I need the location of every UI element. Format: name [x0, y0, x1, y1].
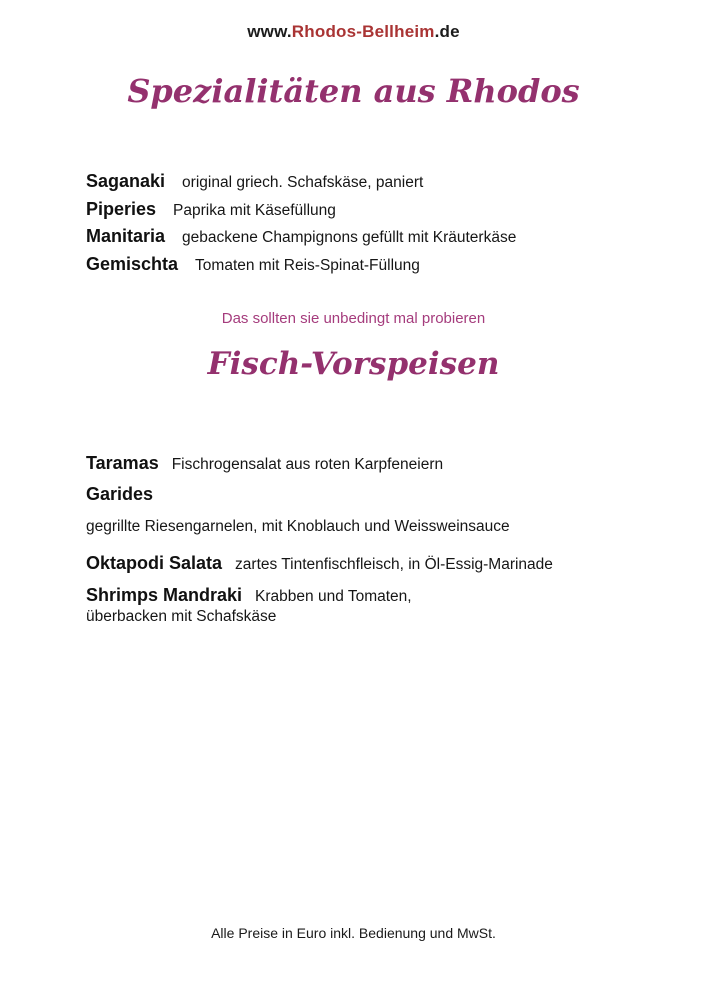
item-name: Saganaki [86, 171, 166, 191]
menu-item-saganaki [86, 171, 677, 193]
item-description: Fischrogensalat aus roten Karpfeneiern [171, 456, 444, 473]
menu-item-gemischta [86, 254, 677, 276]
menu-item-shrimps-mandraki [86, 585, 677, 607]
item-description: zartes Tintenfischfleisch, in Öl-Essig-Marinade [235, 556, 553, 573]
item-description: gegrillte Riesengarnelen, mit Knoblauch und Weissweinsauce [86, 518, 510, 535]
menu-item-shrimps-description-wrap [86, 607, 677, 627]
menu-item-taramas [86, 453, 677, 475]
recommendation-note: Das sollten sie unbedingt mal probieren [221, 310, 486, 327]
menu-item-oktapodi-salata [86, 553, 677, 575]
item-name: Piperies [86, 198, 157, 219]
section-title-spezialitaeten: Spezialitäten aus Rhodos [127, 72, 580, 110]
menu-item-garides-description [86, 517, 677, 537]
section-title-fisch-vorspeisen: Fisch-Vorspeisen [207, 346, 500, 382]
item-name: Manitaria [86, 226, 166, 246]
url-prefix: www. [247, 22, 292, 41]
specialties-list [86, 171, 677, 281]
url-brand: Rhodos-Bellheim [291, 22, 435, 41]
item-description: gebackene Champignons gefüllt mit Kräuterkäse [182, 229, 517, 246]
item-description: Paprika mit Käsefüllung [173, 201, 336, 219]
item-description: Krabben und Tomaten, [255, 588, 412, 605]
menu-item-piperies [86, 199, 677, 221]
menu-item-manitaria [86, 226, 677, 248]
footer-note: Alle Preise in Euro inkl. Bedienung und MwSt. [211, 925, 496, 941]
item-name: Shrimps Mandraki [86, 585, 243, 605]
item-name: Taramas [86, 453, 159, 473]
menu-item-garides [86, 484, 677, 506]
item-description: original griech. Schafskäse, paniert [182, 174, 424, 191]
url-suffix: .de [434, 22, 460, 41]
item-description: Tomaten mit Reis-Spinat-Füllung [195, 256, 420, 274]
item-description: überbacken mit Schafskäse [86, 608, 277, 625]
item-name: Garides [86, 484, 154, 504]
item-name: Oktapodi Salata [86, 553, 223, 573]
website-url [0, 22, 707, 42]
item-name: Gemischta [86, 253, 179, 274]
